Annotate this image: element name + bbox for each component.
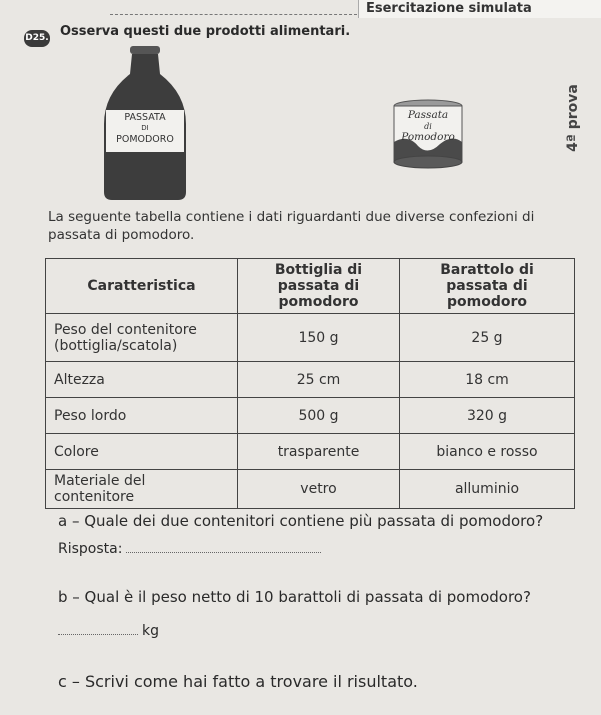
data-table bbox=[45, 258, 575, 509]
table-header-row bbox=[46, 259, 575, 314]
table-cell: Colore bbox=[46, 434, 238, 470]
table-cell: 25 g bbox=[400, 314, 575, 362]
can-label bbox=[392, 110, 464, 143]
side-label-text: 4ª prova bbox=[565, 84, 582, 152]
answer-b-row bbox=[58, 622, 159, 639]
table-cell: Peso lordo bbox=[46, 398, 238, 434]
answer-a-row bbox=[58, 540, 321, 557]
table-cell: trasparente bbox=[238, 434, 400, 470]
table-cell: vetro bbox=[238, 470, 400, 509]
bottle-label-line1: PASSATA bbox=[124, 112, 166, 123]
question-number-badge: D25. bbox=[24, 30, 50, 47]
table-row bbox=[46, 470, 575, 509]
answer-b-field[interactable] bbox=[58, 622, 138, 635]
table-cell: 320 g bbox=[400, 398, 575, 434]
intro-text: La seguente tabella contiene i dati riguardanti due diverse confezioni di passata di pomodoro. bbox=[48, 209, 535, 243]
table-header-cell: Barattolo di passata di pomodoro bbox=[400, 259, 575, 314]
question-a: a – Quale dei due contenitori contiene più passata di pomodoro? bbox=[58, 512, 544, 530]
bottle-label-line3: POMODORO bbox=[116, 134, 174, 145]
bottle-label bbox=[100, 112, 190, 145]
can-label-line1: Passata bbox=[407, 109, 449, 121]
side-label bbox=[553, 84, 593, 152]
table-row bbox=[46, 398, 575, 434]
table-header-cell: Bottiglia di passata di pomodoro bbox=[238, 259, 400, 314]
table-header-cell: Caratteristica bbox=[46, 259, 238, 314]
question-b: b – Qual è il peso netto di 10 barattoli di passata di pomodoro? bbox=[58, 588, 531, 606]
question-c: c – Scrivi come hai fatto a trovare il risultato. bbox=[58, 672, 418, 691]
table-row bbox=[46, 434, 575, 470]
question-title: Osserva questi due prodotti alimentari. bbox=[60, 24, 351, 39]
bottle-label-line2: DI bbox=[141, 124, 149, 132]
table-cell: alluminio bbox=[400, 470, 575, 509]
table-cell: Peso del contenitore (bottiglia/scatola) bbox=[46, 314, 238, 362]
table-cell: 500 g bbox=[238, 398, 400, 434]
table-cell: Materiale del contenitore bbox=[46, 470, 238, 509]
page-header-title: Esercitazione simulata bbox=[366, 1, 532, 16]
can-label-line2: di bbox=[424, 122, 432, 131]
can-label-line3: Pomodoro bbox=[401, 131, 455, 143]
answer-a-field[interactable] bbox=[126, 540, 321, 553]
table-row bbox=[46, 314, 575, 362]
answer-b-unit: kg bbox=[142, 623, 159, 639]
table-cell: 150 g bbox=[238, 314, 400, 362]
table-cell: Altezza bbox=[46, 362, 238, 398]
answer-a-label: Risposta: bbox=[58, 541, 123, 557]
table-row bbox=[46, 362, 575, 398]
table-cell: 25 cm bbox=[238, 362, 400, 398]
table-cell: bianco e rosso bbox=[400, 434, 575, 470]
table-cell: 18 cm bbox=[400, 362, 575, 398]
